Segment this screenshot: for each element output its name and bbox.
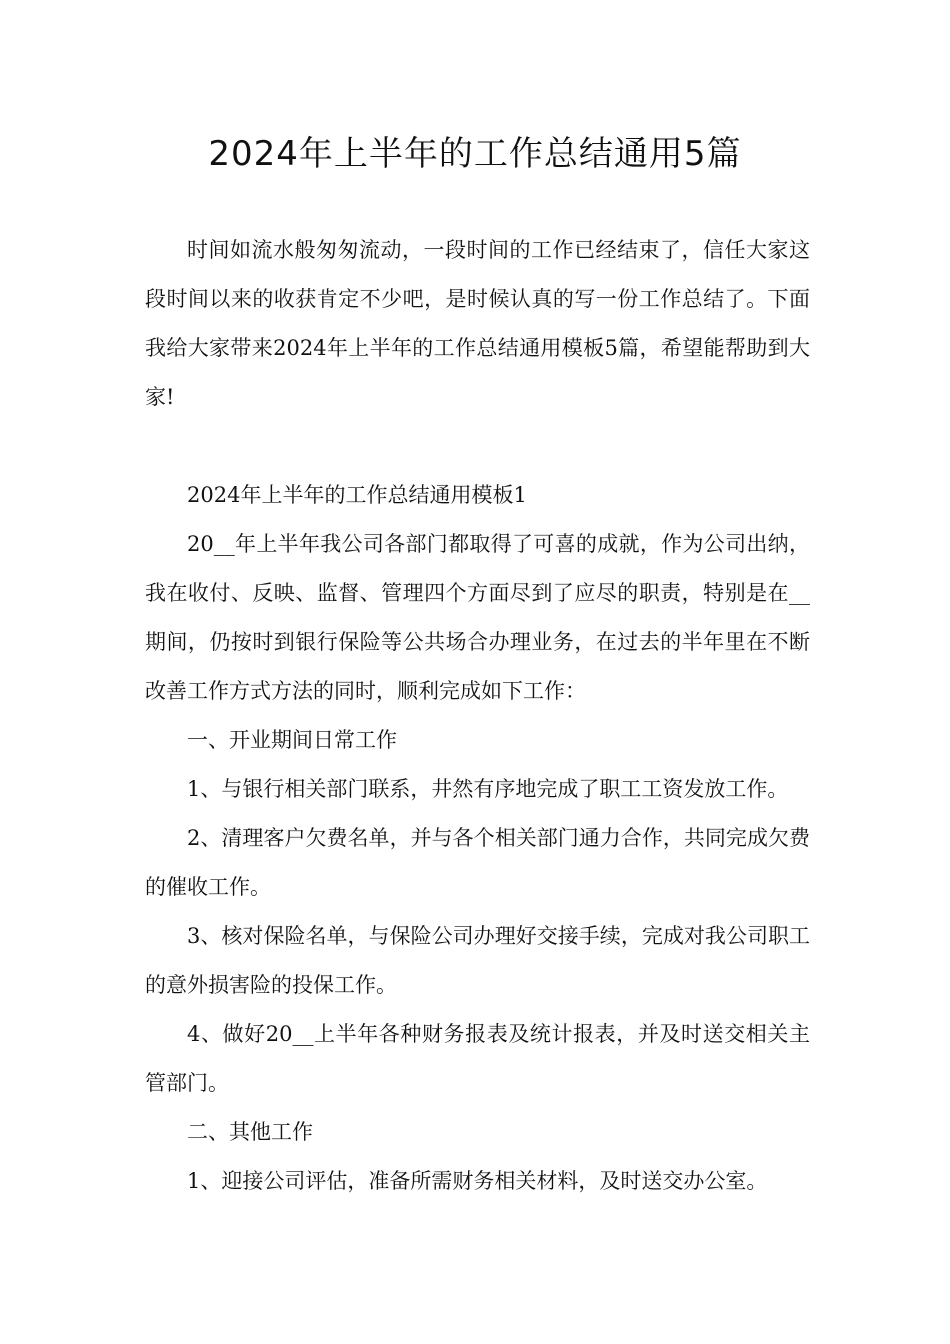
document-body (145, 226, 810, 1206)
list-item: 4、做好20__上半年各种财务报表及统计报表，并及时送交相关主管部门。 (145, 1022, 810, 1095)
heading-other-work: 二、其他工作 (187, 1120, 313, 1144)
list-item: 2、清理客户欠费名单，并与各个相关部门通力合作，共同完成欠费的催收工作。 (145, 826, 810, 899)
list-item: 1、迎接公司评估，准备所需财务相关材料，及时送交办公室。 (187, 1169, 768, 1193)
heading-daily-work: 一、开业期间日常工作 (187, 728, 397, 752)
document-title: 2024年上半年的工作总结通用5篇 (208, 134, 742, 174)
section-heading: 2024年上半年的工作总结通用模板1 (187, 483, 527, 507)
paragraph-summary: 20__年上半年我公司各部门都取得了可喜的成就，作为公司出纳，我在收付、反映、监督、管理四个方面尽到了应尽的职责，特别是在__期间，仍按时到银行保险等公共场合办理业务，在过去的半年里在不断改善工作方式方法的同时，顺利完成如下工作： (145, 532, 810, 703)
list-item: 1、与银行相关部门联系，井然有序地完成了职工工资发放工作。 (187, 777, 789, 801)
intro-paragraph: 时间如流水般匆匆流动，一段时间的工作已经结束了，信任大家这段时间以来的收获肯定不少吧，是时候认真的写一份工作总结了。下面我给大家带来2024年上半年的工作总结通用模板5篇，希望能帮助到大家! (145, 238, 810, 409)
list-item: 3、核对保险名单，与保险公司办理好交接手续，完成对我公司职工的意外损害险的投保工作。 (145, 924, 810, 997)
